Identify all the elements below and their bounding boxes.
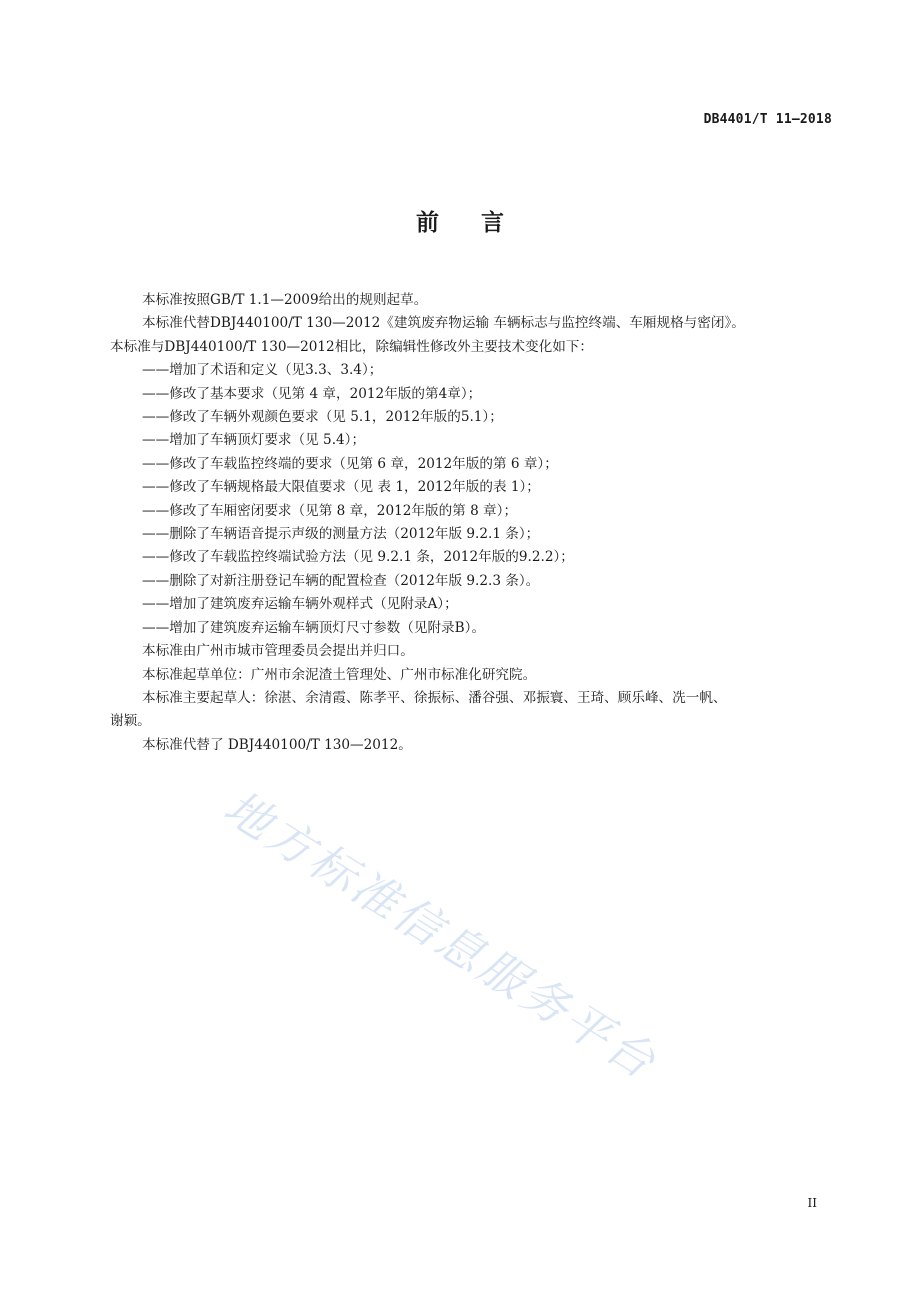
paragraph-comparison: 本标准与DBJ440100/T 130—2012相比，除编辑性修改外主要技术变化如下： [110,338,593,355]
page-title: 前言 [416,210,546,236]
change-item: ——修改了车辆外观颜色要求（见 5.1，2012年版的5.1）； [142,409,503,426]
change-item: ——修改了车载监控终端试验方法（见 9.2.1 条，2012年版的9.2.2）； [142,549,574,566]
paragraph-proposer: 本标准由广州市城市管理委员会提出并归口。 [142,643,414,660]
change-item: ——删除了对新注册登记车辆的配置检查（2012年版 9.2.3 条）。 [142,572,540,589]
paragraph-drafters: 本标准主要起草人：徐湛、余清霞、陈孝平、徐振标、潘谷强、邓振寰、王琦、顾乐峰、冼一帆、 [142,689,727,706]
change-item: ——修改了基本要求（见第 4 章，2012年版的第4章）； [142,385,482,402]
change-item: ——删除了车辆语音提示声级的测量方法（2012年版 9.2.1 条）； [142,526,540,543]
change-item: ——增加了术语和定义（见3.3、3.4）； [142,362,383,379]
paragraph-drafters-cont: 谢颖。 [110,713,151,730]
document-code: DB4401/T 11—2018 [703,112,832,127]
page-number: II [807,1196,817,1210]
watermark-text: 地方标准信息服务平台 [214,779,668,1091]
change-item: ——增加了车辆顶灯要求（见 5.4）； [142,432,366,449]
paragraph-drafting-rule: 本标准按照GB/T 1.1—2009给出的规则起草。 [142,292,428,308]
document-body [110,289,836,757]
paragraph-drafting-units: 本标准起草单位：广州市余泥渣土管理处、广州市标准化研究院。 [142,666,537,683]
change-item: ——增加了建筑废弃运输车辆顶灯尺寸参数（见附录B）。 [142,619,486,636]
change-item: ——增加了建筑废弃运输车辆外观样式（见附录A）； [142,596,458,613]
change-item: ——修改了车厢密闭要求（见第 8 章，2012年版的第 8 章）； [142,502,518,519]
change-item: ——修改了车辆规格最大限值要求（见 表 1，2012年版的表 1）； [142,479,540,496]
change-item: ——修改了车载监控终端的要求（见第 6 章，2012年版的第 6 章）； [142,455,558,472]
paragraph-replaces: 本标准代替DBJ440100/T 130—2012《建筑废弃物运输 车辆标志与监控终端、车厢规格与密闭》。 [142,315,745,332]
paragraph-supersedes: 本标准代替了 DBJ440100/T 130—2012。 [142,736,412,753]
